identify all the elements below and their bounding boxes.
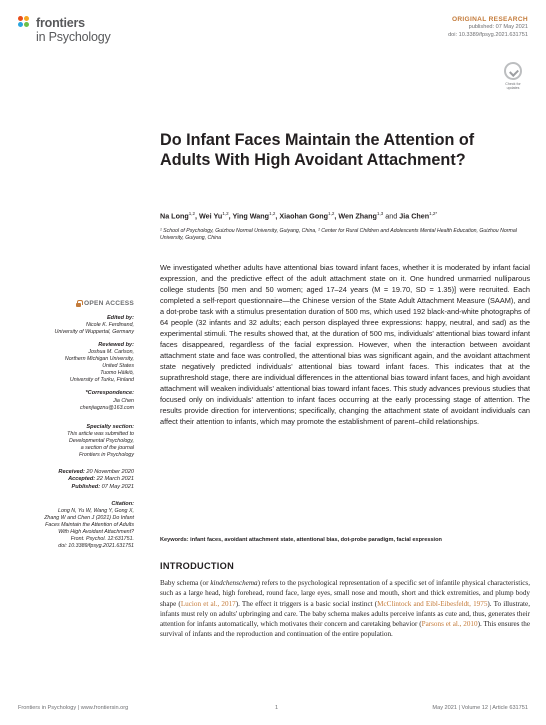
specialty-line: This article was submitted to bbox=[67, 430, 134, 437]
intro-text: ). The effect it triggers is a basic social instinct ( bbox=[235, 599, 378, 608]
check-updates-icon bbox=[504, 62, 522, 80]
editor-name: Nicole K. Ferdinand, bbox=[86, 322, 134, 329]
citation-link[interactable]: Lucion et al., 2017 bbox=[180, 599, 236, 608]
open-access-label: OPEN ACCESS bbox=[84, 300, 134, 307]
intro-text: Baby schema (or bbox=[160, 579, 211, 587]
journal-name: in Psychology bbox=[36, 30, 111, 44]
author-affil-sup: 1,2 bbox=[188, 211, 196, 216]
introduction-paragraph bbox=[160, 578, 530, 640]
author-name[interactable]: Ying Wang bbox=[232, 211, 270, 221]
published-label: Published: bbox=[71, 483, 101, 490]
specialty-line: Developmental Psychology, bbox=[69, 437, 134, 444]
abstract: We investigated whether adults have attentional bias toward infant faces, whether it is moderated by infant facial expression, and the predictive effect of the adult attachment state on it. One hundred unmarried nulliparous college students [50 men and 50 women; aged 17–24 years (M = 19.70, SD = 1.35)] were recruited. Each completed a self-report questionnaire—the Chinese version of the State Adult Attachment Measure (SAAM), and a dot-probe task with a stimulus presentation duration of 500 ms, which used 192 black-and-white photographs of 64 people (32 infants and 32 adults; each person displayed three expressions: happy, neutral, and sad) as the experimental stimuli. The results showed that, at the duration of 500 ms, individuals' attentional bias toward infant faces disappeared, regardless of the facial expression. However, when the interaction between avoidant attachment state and face was controlled, the attentional bias was significant again, and the avoidant attachment state negatively predicted individuals' attentional bias toward infant faces. This indicates that at the suprathreshold stage, there are individual differences in the attentional bias toward infant faces, and high avoidant attachment will weaken individuals' attentional bias toward infant faces. This study advances previous studies that focused only on individuals' attention to infant faces occurring at the early processing stage of attention. The results provide direction for interventions; specifically, changing the attachment state of avoidant individuals can affect their attention to infants, which may promote the establishment of parent–child relationships. bbox=[160, 263, 530, 426]
published-value: 07 May 2021 bbox=[101, 483, 134, 490]
intro-text: ). This ensures the survival of infants and the reproduction and continuation of the entire population. bbox=[160, 620, 530, 639]
specialty-section bbox=[22, 424, 134, 459]
article-type: ORIGINAL RESEARCH bbox=[451, 16, 528, 23]
reviewed-by bbox=[22, 342, 134, 384]
keywords-list: infant faces, avoidant attachment state, attentional bias, dot-probe paradigm, facial expression bbox=[190, 537, 442, 543]
correspondence-label: *Correspondence: bbox=[85, 390, 134, 397]
author-name[interactable]: Wen Zhang bbox=[338, 211, 377, 221]
intro-text: ). To illustrate, infants must rely on adults' upbringing and care. The baby schema makes adults perceive infants as cute and, thus, generates their attention for infants automatically, which motivates their concern and caretaking behavior ( bbox=[160, 599, 530, 629]
author-name[interactable]: Wei Yu bbox=[199, 211, 223, 221]
article-meta bbox=[388, 16, 528, 39]
accepted-value: 22 March 2021 bbox=[96, 476, 134, 483]
specialty-label: Specialty section: bbox=[86, 423, 134, 430]
keywords bbox=[160, 536, 530, 544]
author-affil-sup: 1,2 bbox=[222, 211, 229, 216]
doi-link[interactable]: doi: 10.3389/fpsyg.2021.631751 bbox=[448, 32, 528, 38]
citation-doi[interactable]: doi: 10.3389/fpsyg.2021.631751 bbox=[58, 543, 134, 550]
author-affil-sup: 1,2* bbox=[429, 211, 438, 216]
logo-wordmark: frontiers bbox=[36, 16, 85, 30]
check-updates-label: Check for updates bbox=[505, 82, 521, 90]
intro-term: kindchenschema bbox=[210, 579, 258, 587]
edited-by-label: Edited by: bbox=[106, 315, 134, 321]
citation-line: Zhang W and Chen J (2021) Do Infant bbox=[44, 515, 134, 522]
specialty-line: a section of the journal bbox=[80, 444, 134, 451]
author-name[interactable]: Jia Chen bbox=[399, 211, 430, 221]
reviewer-line: Tuomo Häikiö, bbox=[100, 370, 134, 377]
footer-journal-link[interactable]: Frontiers in Psychology | www.frontiersin.org bbox=[18, 705, 129, 711]
citation bbox=[22, 501, 134, 550]
author-name[interactable]: Na Long bbox=[160, 211, 189, 221]
frontiers-logo-icon bbox=[18, 16, 32, 30]
author-affil-sup: 1,3 bbox=[376, 211, 384, 216]
section-heading-introduction: INTRODUCTION bbox=[160, 561, 235, 571]
journal-logo[interactable] bbox=[18, 16, 128, 50]
page-number: 1 bbox=[275, 705, 279, 711]
article-info-sidebar bbox=[22, 300, 134, 556]
reviewed-by-label: Reviewed by: bbox=[98, 342, 134, 349]
author-list: Na Long$^{1,2}$, Wei Yu$^{1,2}$, Ying Wang$^{1,2}$, Xiaohan Gong$^{1,2}$, Wen Zhang$^{1,3}$ and Jia Chen$^{1,2*}$ bbox=[160, 211, 438, 221]
footer-issue-info: May 2021 | Volume 12 | Article 631751 bbox=[432, 705, 528, 711]
citation-line: Faces Maintain the Attention of Adults bbox=[45, 522, 134, 529]
editor-affiliation: University of Wuppertal, Germany bbox=[54, 329, 134, 336]
corresponding-author: Jia Chen bbox=[113, 397, 134, 404]
author-name[interactable]: Xiaohan Gong bbox=[279, 211, 329, 221]
specialty-line: Frontiers in Psychology bbox=[78, 451, 134, 458]
authors-and: and bbox=[385, 211, 398, 221]
citation-link[interactable]: McClintock and Eibl-Eibesfeldt, 1975 bbox=[377, 599, 488, 608]
open-access-badge bbox=[22, 300, 134, 307]
correspondence bbox=[22, 390, 134, 411]
correspondence-email[interactable]: chenjiagznu@163.com bbox=[80, 404, 134, 411]
accepted-label: Accepted: bbox=[68, 476, 96, 483]
author-affil-sup: 1,2 bbox=[328, 211, 335, 216]
received-label: Received: bbox=[58, 468, 85, 475]
published-date-row bbox=[22, 484, 134, 491]
citation-label: Citation: bbox=[111, 501, 134, 508]
reviewer-line: Joshua M. Carlson, bbox=[88, 349, 134, 356]
accepted-date bbox=[22, 476, 134, 483]
keywords-label: Keywords: bbox=[160, 537, 189, 543]
edited-by bbox=[22, 315, 134, 336]
article-title: Do Infant Faces Maintain the Attention of Adults With High Avoidant Attachment? bbox=[160, 131, 475, 169]
affiliations: ¹ School of Psychology, Guizhou Normal University, Guiyang, China, ² Center for Rural Children and Adolescents Mental Health Education, Guizhou Normal University, Guiyang, China bbox=[160, 228, 517, 241]
citation-line: Front. Psychol. 12:631751. bbox=[70, 536, 134, 543]
citation-link[interactable]: Parsons et al., 2010 bbox=[421, 620, 478, 629]
intro-text: ) refers to the psychological representation of a specific set of infantile physical characteristics, such as a large head, high forehead, round face, large eyes, small nose and mouth, short and thick extremities, and plump body shape ( bbox=[160, 579, 530, 608]
received-date bbox=[22, 469, 134, 476]
author-affil-sup: 1,2 bbox=[269, 211, 276, 216]
open-lock-icon bbox=[76, 300, 81, 307]
check-for-updates-badge[interactable] bbox=[500, 62, 526, 92]
dates bbox=[22, 469, 134, 491]
received-value: 20 November 2020 bbox=[86, 468, 134, 475]
reviewer-line: United States bbox=[102, 363, 134, 370]
published-date: published: 07 May 2021 bbox=[468, 24, 528, 30]
citation-line: With High Avoidant Attachment? bbox=[58, 529, 134, 536]
citation-line: Long N, Yu W, Wang Y, Gong X, bbox=[58, 508, 134, 515]
reviewer-line: University of Turku, Finland bbox=[69, 377, 134, 384]
reviewer-line: Northern Michigan University, bbox=[64, 356, 134, 363]
